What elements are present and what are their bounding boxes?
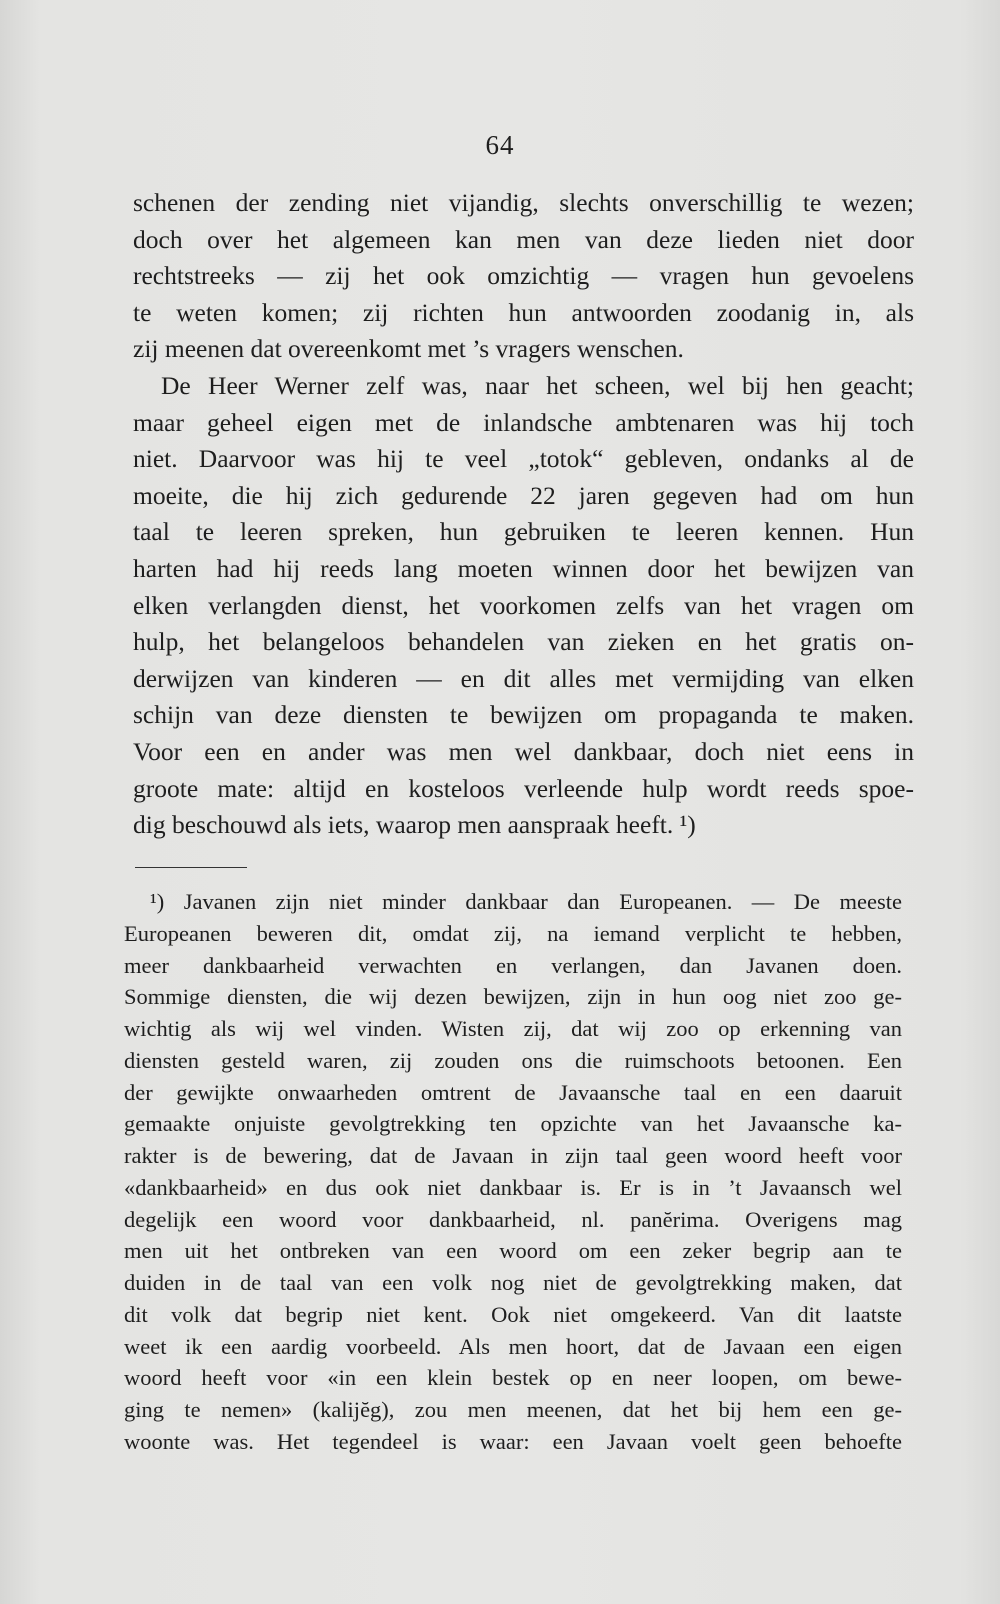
text-line: schijn van deze diensten te bewijzen om propaganda te maken. bbox=[133, 700, 914, 730]
footnote bbox=[124, 886, 902, 1458]
text-line: doch over het algemeen kan men van deze lieden niet door bbox=[133, 224, 914, 254]
text-line: niet. Daarvoor was hij te veel „totok“ gebleven, ondanks al de bbox=[133, 444, 914, 474]
footnote-line: woord heeft voor «in een klein bestek op en neer loopen, om bewe- bbox=[124, 1365, 902, 1391]
footnote-line: duiden in de taal van een volk nog niet de gevolgtrekking maken, dat bbox=[124, 1270, 902, 1295]
text-line: te weten komen; zij richten hun antwoorden zoodanig in, als bbox=[133, 297, 914, 327]
main-text bbox=[133, 185, 914, 844]
footnote-line: Europeanen beweren dit, omdat zij, na iemand verplicht te hebben, bbox=[124, 920, 902, 946]
text-line: derwijzen van kinderen — en dit alles met vermijding van elken bbox=[133, 663, 914, 693]
text-line: taal te leeren spreken, hun gebruiken te leeren kennen. Hun bbox=[133, 517, 914, 547]
footnote-divider bbox=[135, 867, 247, 868]
footnote-line: weet ik een aardig voorbeeld. Als men hoort, dat de Javaan een eigen bbox=[124, 1333, 902, 1359]
footnote-line: rakter is de bewering, dat de Javaan in zijn taal geen woord heeft voor bbox=[124, 1143, 902, 1168]
text-line: rechtstreeks — zij het ook omzichtig — vragen hun gevoelens bbox=[133, 261, 914, 291]
footnote-line: meer dankbaarheid verwachten en verlangen, dan Javanen doen. bbox=[124, 952, 902, 978]
text-line: groote mate: altijd en kosteloos verleende hulp wordt reeds spoe- bbox=[133, 773, 914, 803]
text-line: hulp, het belangeloos behandelen van zieken en het gratis on- bbox=[133, 627, 914, 657]
footnote-line: ¹) Javanen zijn niet minder dankbaar dan Europeanen. — De meeste bbox=[150, 889, 902, 914]
text-line: elken verlangden dienst, het voorkomen zelfs van het vragen om bbox=[133, 590, 914, 620]
footnote-line: Sommige diensten, die wij dezen bewijzen, zijn in hun oog niet zoo ge- bbox=[124, 984, 902, 1010]
footnote-line: men uit het ontbreken van een woord om een zeker begrip aan te bbox=[124, 1238, 902, 1264]
footnote-line: degelijk een woord voor dankbaarheid, nl. panĕrima. Overigens mag bbox=[124, 1206, 902, 1232]
text-line: moeite, die hij zich gedurende 22 jaren gegeven had om hun bbox=[133, 480, 914, 510]
text-line: Voor een en ander was men wel dankbaar, doch niet eens in bbox=[133, 736, 914, 766]
text-line: zij meenen dat overeenkomt met ’s vragers wenschen. bbox=[133, 334, 684, 364]
text-line: dig beschouwd als iets, waarop men aanspraak heeft. ¹) bbox=[133, 810, 696, 840]
page-number: 64 bbox=[485, 130, 515, 160]
footnote-line: ging te nemen» (kalijĕg), zou men meenen, dat het bij hem een ge- bbox=[124, 1397, 902, 1422]
footnote-line: diensten gesteld waren, zij zouden ons die ruimschoots betoonen. Een bbox=[124, 1047, 902, 1073]
footnote-line: gemaakte onjuiste gevolgtrekking ten opzichte van het Javaansche ka- bbox=[124, 1111, 902, 1137]
footnote-line: dit volk dat begrip niet kent. Ook niet omgekeerd. Van dit laatste bbox=[124, 1301, 902, 1327]
text-line: schenen der zending niet vijandig, slechts onverschillig te wezen; bbox=[133, 188, 914, 217]
footnote-line: wichtig als wij wel vinden. Wisten zij, dat wij zoo op erkenning van bbox=[124, 1016, 902, 1041]
footnote-line: woonte was. Het tegendeel is waar: een Javaan voelt geen behoefte bbox=[124, 1428, 902, 1454]
footnote-line: «dankbaarheid» en dus ook niet dankbaar is. Er is in ’t Javaansch wel bbox=[124, 1174, 902, 1200]
text-line: De Heer Werner zelf was, naar het scheen, wel bij hen geacht; bbox=[161, 370, 914, 400]
footnote-line: der gewijkte onwaarheden omtrent de Javaansche taal en een daaruit bbox=[124, 1079, 902, 1105]
text-line: maar geheel eigen met de inlandsche ambtenaren was hij toch bbox=[133, 407, 914, 437]
text-line: harten had hij reeds lang moeten winnen door het bewijzen van bbox=[133, 553, 914, 583]
